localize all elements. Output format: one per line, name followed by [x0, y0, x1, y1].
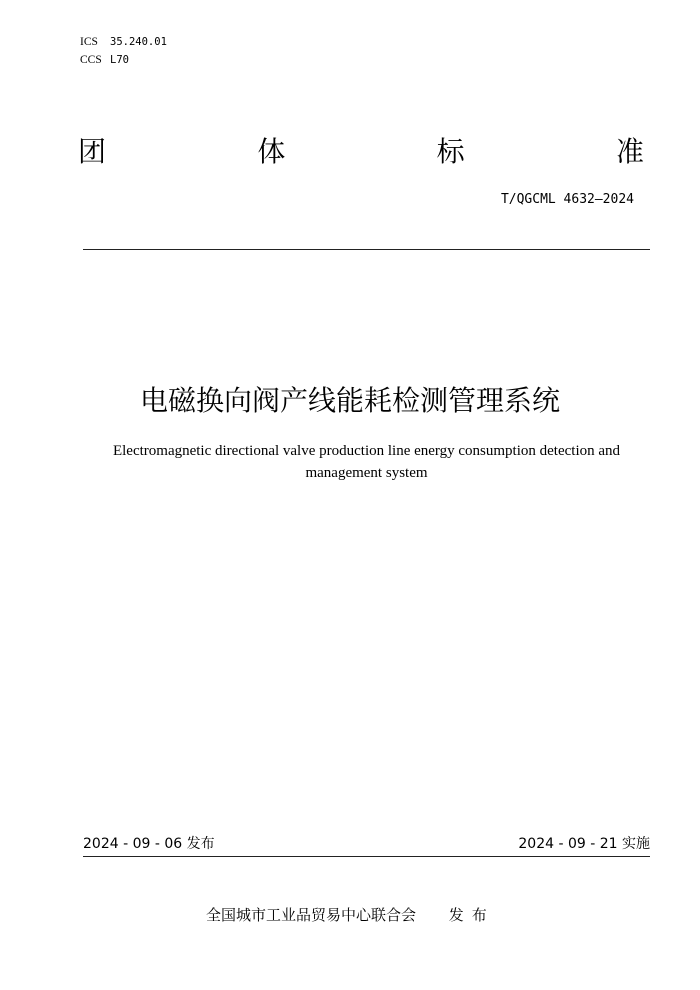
top-divider	[83, 249, 650, 250]
ics-label: ICS	[80, 36, 98, 48]
bottom-divider	[83, 856, 650, 857]
standard-type-char: 团	[78, 135, 107, 168]
ccs-row	[80, 51, 167, 69]
release-date: 2024 - 09 - 06 发布	[83, 836, 215, 852]
standard-type-char: 标	[436, 135, 465, 168]
standard-type-char: 体	[257, 135, 286, 168]
document-title-en: Electromagnetic directional valve production line energy consumption detection and management system	[112, 443, 621, 481]
effective-date: 2024 - 09 - 21 实施	[518, 836, 650, 852]
publisher-name: 全国城市工业品贸易中心联合会	[206, 906, 417, 924]
classification-codes	[80, 33, 167, 69]
ccs-value: L70	[110, 54, 129, 66]
publish-label: 发布	[448, 906, 495, 924]
standard-type-heading	[78, 134, 644, 170]
document-title-cn: 电磁换向阀产线能耗检测管理系统	[139, 384, 560, 417]
ics-value: 35.240.01	[110, 36, 167, 48]
ccs-label: CCS	[80, 54, 102, 66]
publisher-line	[206, 905, 495, 925]
standard-type-char: 准	[615, 135, 644, 168]
standard-number: T/QGCML 4632—2024	[500, 192, 634, 207]
ics-row	[80, 33, 167, 51]
